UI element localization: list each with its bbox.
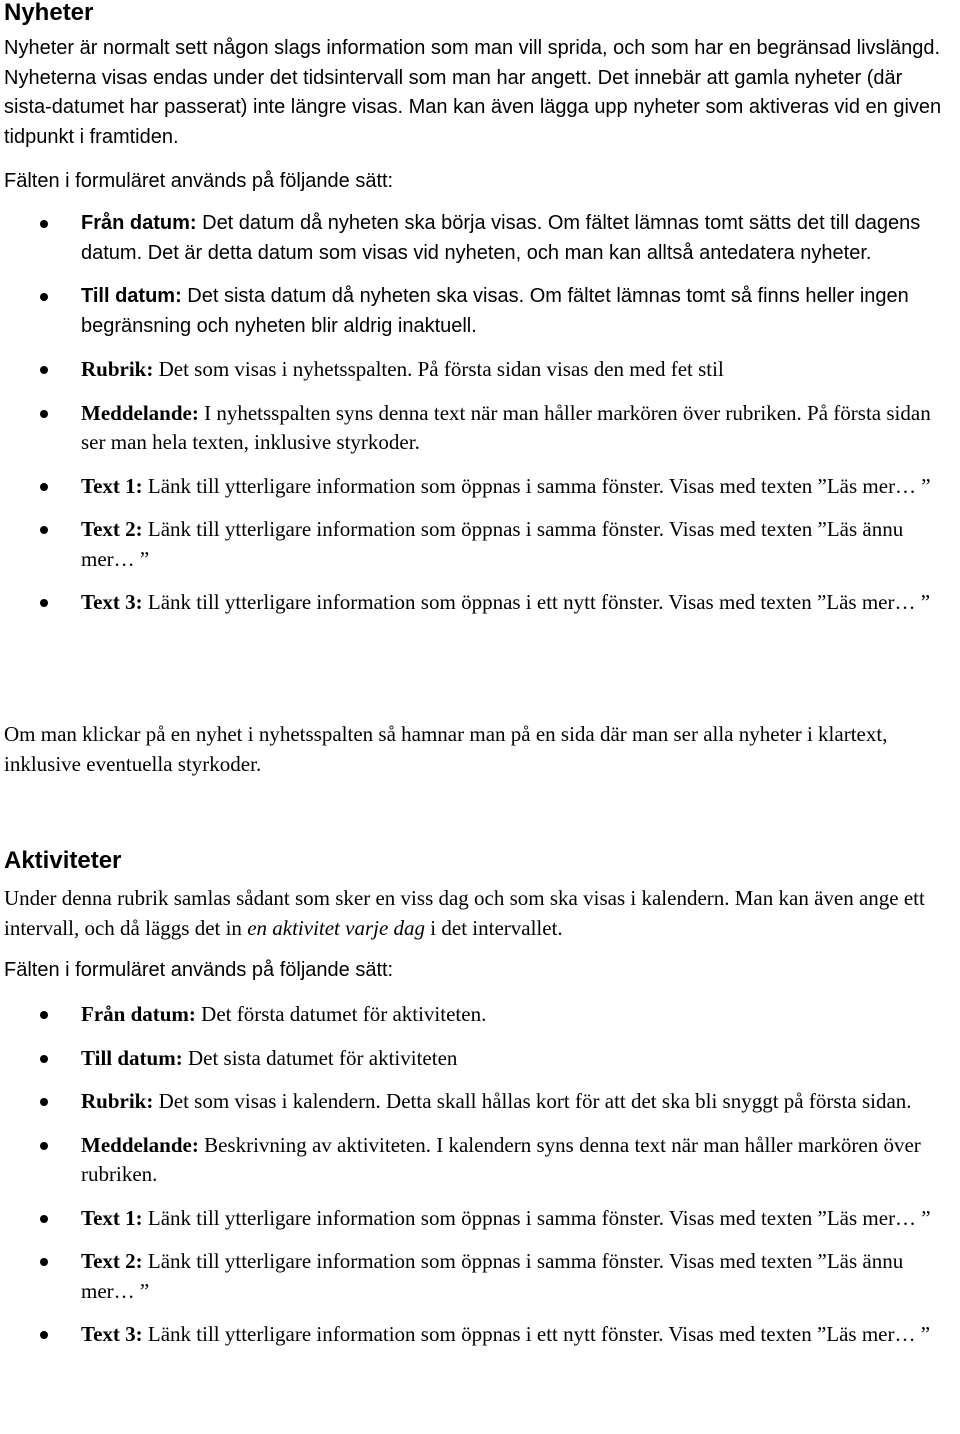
bullet-icon	[40, 526, 48, 534]
nyheter-fields-lead: Fälten i formuläret används på följande sätt:	[4, 170, 394, 192]
list-item	[0, 1044, 960, 1074]
field-description: Beskrivning av aktiviteten. I kalendern syns denna text när man håller markören över rubriken.	[81, 1132, 921, 1186]
intro-text: Under denna rubrik samlas sådant som sker en viss dag och som ska visas i kalendern. Man kan även ange ett intervall, och då läggs det in	[4, 886, 925, 940]
field-description: Länk till ytterligare information som öppnas i samma fönster. Visas med texten ”Läs mer… ”	[142, 1205, 931, 1230]
field-description: Det sista datumet för aktiviteten	[182, 1045, 458, 1070]
list-item	[0, 355, 960, 385]
field-description: Det som visas i nyhetsspalten. På första sidan visas den med fet stil	[153, 357, 724, 381]
list-item	[0, 1000, 960, 1030]
list-item	[0, 472, 960, 502]
field-description: Det första datumet för aktiviteten.	[195, 1002, 487, 1026]
section-heading-nyheter: Nyheter	[4, 0, 94, 26]
nyheter-intro-paragraph: Nyheter är normalt sett någon slags information som man vill sprida, och som har en begränsad livslängd. Nyheterna visas endas under det tidsintervall som man har angett. Det innebär att gamla nyheter (där sista-datumet har passerat) inte längre visas. Man kan även lägga upp nyheter som aktiveras vid en given tidpunkt i framtiden.	[4, 37, 942, 148]
field-description: Länk till ytterligare information som öppnas i ett nytt fönster. Visas med texten ”Läs mer… ”	[142, 590, 931, 614]
section-heading-aktiviteter: Aktiviteter	[4, 847, 122, 874]
field-description: Det datum då nyheten ska börja visas. Om fältet lämnas tomt sätts det till dagens datum. Det är detta datum som visas vid nyheten, och man kan alltså antedatera nyheter.	[81, 212, 921, 264]
list-item	[0, 209, 960, 268]
bullet-icon	[40, 1142, 48, 1150]
list-item	[0, 1131, 960, 1190]
bullet-icon	[40, 599, 48, 607]
field-description: Det som visas i kalendern. Detta skall hållas kort för att det ska bli snyggt på första sidan.	[153, 1089, 912, 1113]
field-term: Text 1:	[81, 473, 143, 498]
field-term: Text 3:	[81, 1322, 143, 1346]
field-term: Rubrik:	[81, 1089, 154, 1113]
field-term: Text 2:	[81, 517, 143, 541]
field-term: Rubrik:	[81, 357, 154, 381]
field-term: Från datum:	[81, 212, 197, 234]
bullet-icon	[40, 1098, 48, 1106]
list-item	[0, 1247, 960, 1306]
bullet-icon	[40, 1331, 48, 1339]
intro-emphasis: en aktivitet varje dag	[247, 915, 426, 940]
field-term: Text 3:	[81, 590, 143, 614]
list-item	[0, 1204, 960, 1234]
field-term: Meddelande:	[81, 1132, 199, 1157]
bullet-icon	[40, 366, 48, 374]
list-item	[0, 1087, 960, 1117]
bullet-icon	[40, 293, 48, 301]
bullet-icon	[40, 1011, 48, 1019]
field-description: Det sista datum då nyheten ska visas. Om fältet lämnas tomt så finns heller ingen begränsning och nyheten blir aldrig inaktuell.	[81, 285, 909, 337]
intro-text-end: i det intervallet.	[425, 915, 563, 940]
bullet-icon	[40, 1055, 48, 1063]
bullet-icon	[40, 220, 48, 228]
field-term: Från datum:	[81, 1002, 196, 1026]
field-description: Länk till ytterligare information som öppnas i samma fönster. Visas med texten ”Läs ännu mer… ”	[81, 1249, 904, 1303]
field-term: Till datum:	[81, 1045, 183, 1070]
field-description: Länk till ytterligare information som öppnas i ett nytt fönster. Visas med texten ”Läs mer… ”	[142, 1322, 931, 1346]
field-description: I nyhetsspalten syns denna text när man håller markören över rubriken. På första sidan ser man hela texten, inklusive styrkoder.	[81, 400, 931, 454]
list-item	[0, 399, 960, 458]
field-term: Text 1:	[81, 1205, 143, 1230]
list-item	[0, 515, 960, 574]
nyheter-field-list	[0, 209, 960, 618]
bullet-icon	[40, 483, 48, 491]
field-term: Meddelande:	[81, 400, 199, 425]
field-description: Länk till ytterligare information som öppnas i samma fönster. Visas med texten ”Läs mer… ”	[142, 473, 931, 498]
aktiviteter-intro-paragraph	[0, 884, 960, 943]
list-item	[0, 588, 960, 618]
bullet-icon	[40, 410, 48, 418]
bullet-icon	[40, 1258, 48, 1266]
field-description: Länk till ytterligare information som öppnas i samma fönster. Visas med texten ”Läs ännu mer… ”	[81, 517, 904, 571]
aktiviteter-fields-lead: Fälten i formuläret används på följande sätt:	[4, 959, 394, 981]
nyheter-outro-paragraph: Om man klickar på en nyhet i nyhetsspalten så hamnar man på en sida där man ser alla nyheter i klartext, inklusive eventuella styrkoder.	[4, 722, 888, 776]
list-item	[0, 282, 960, 341]
field-term: Text 2:	[81, 1249, 143, 1273]
field-term: Till datum:	[81, 285, 182, 307]
bullet-icon	[40, 1215, 48, 1223]
list-item	[0, 1320, 960, 1350]
aktiviteter-field-list	[0, 1000, 960, 1350]
